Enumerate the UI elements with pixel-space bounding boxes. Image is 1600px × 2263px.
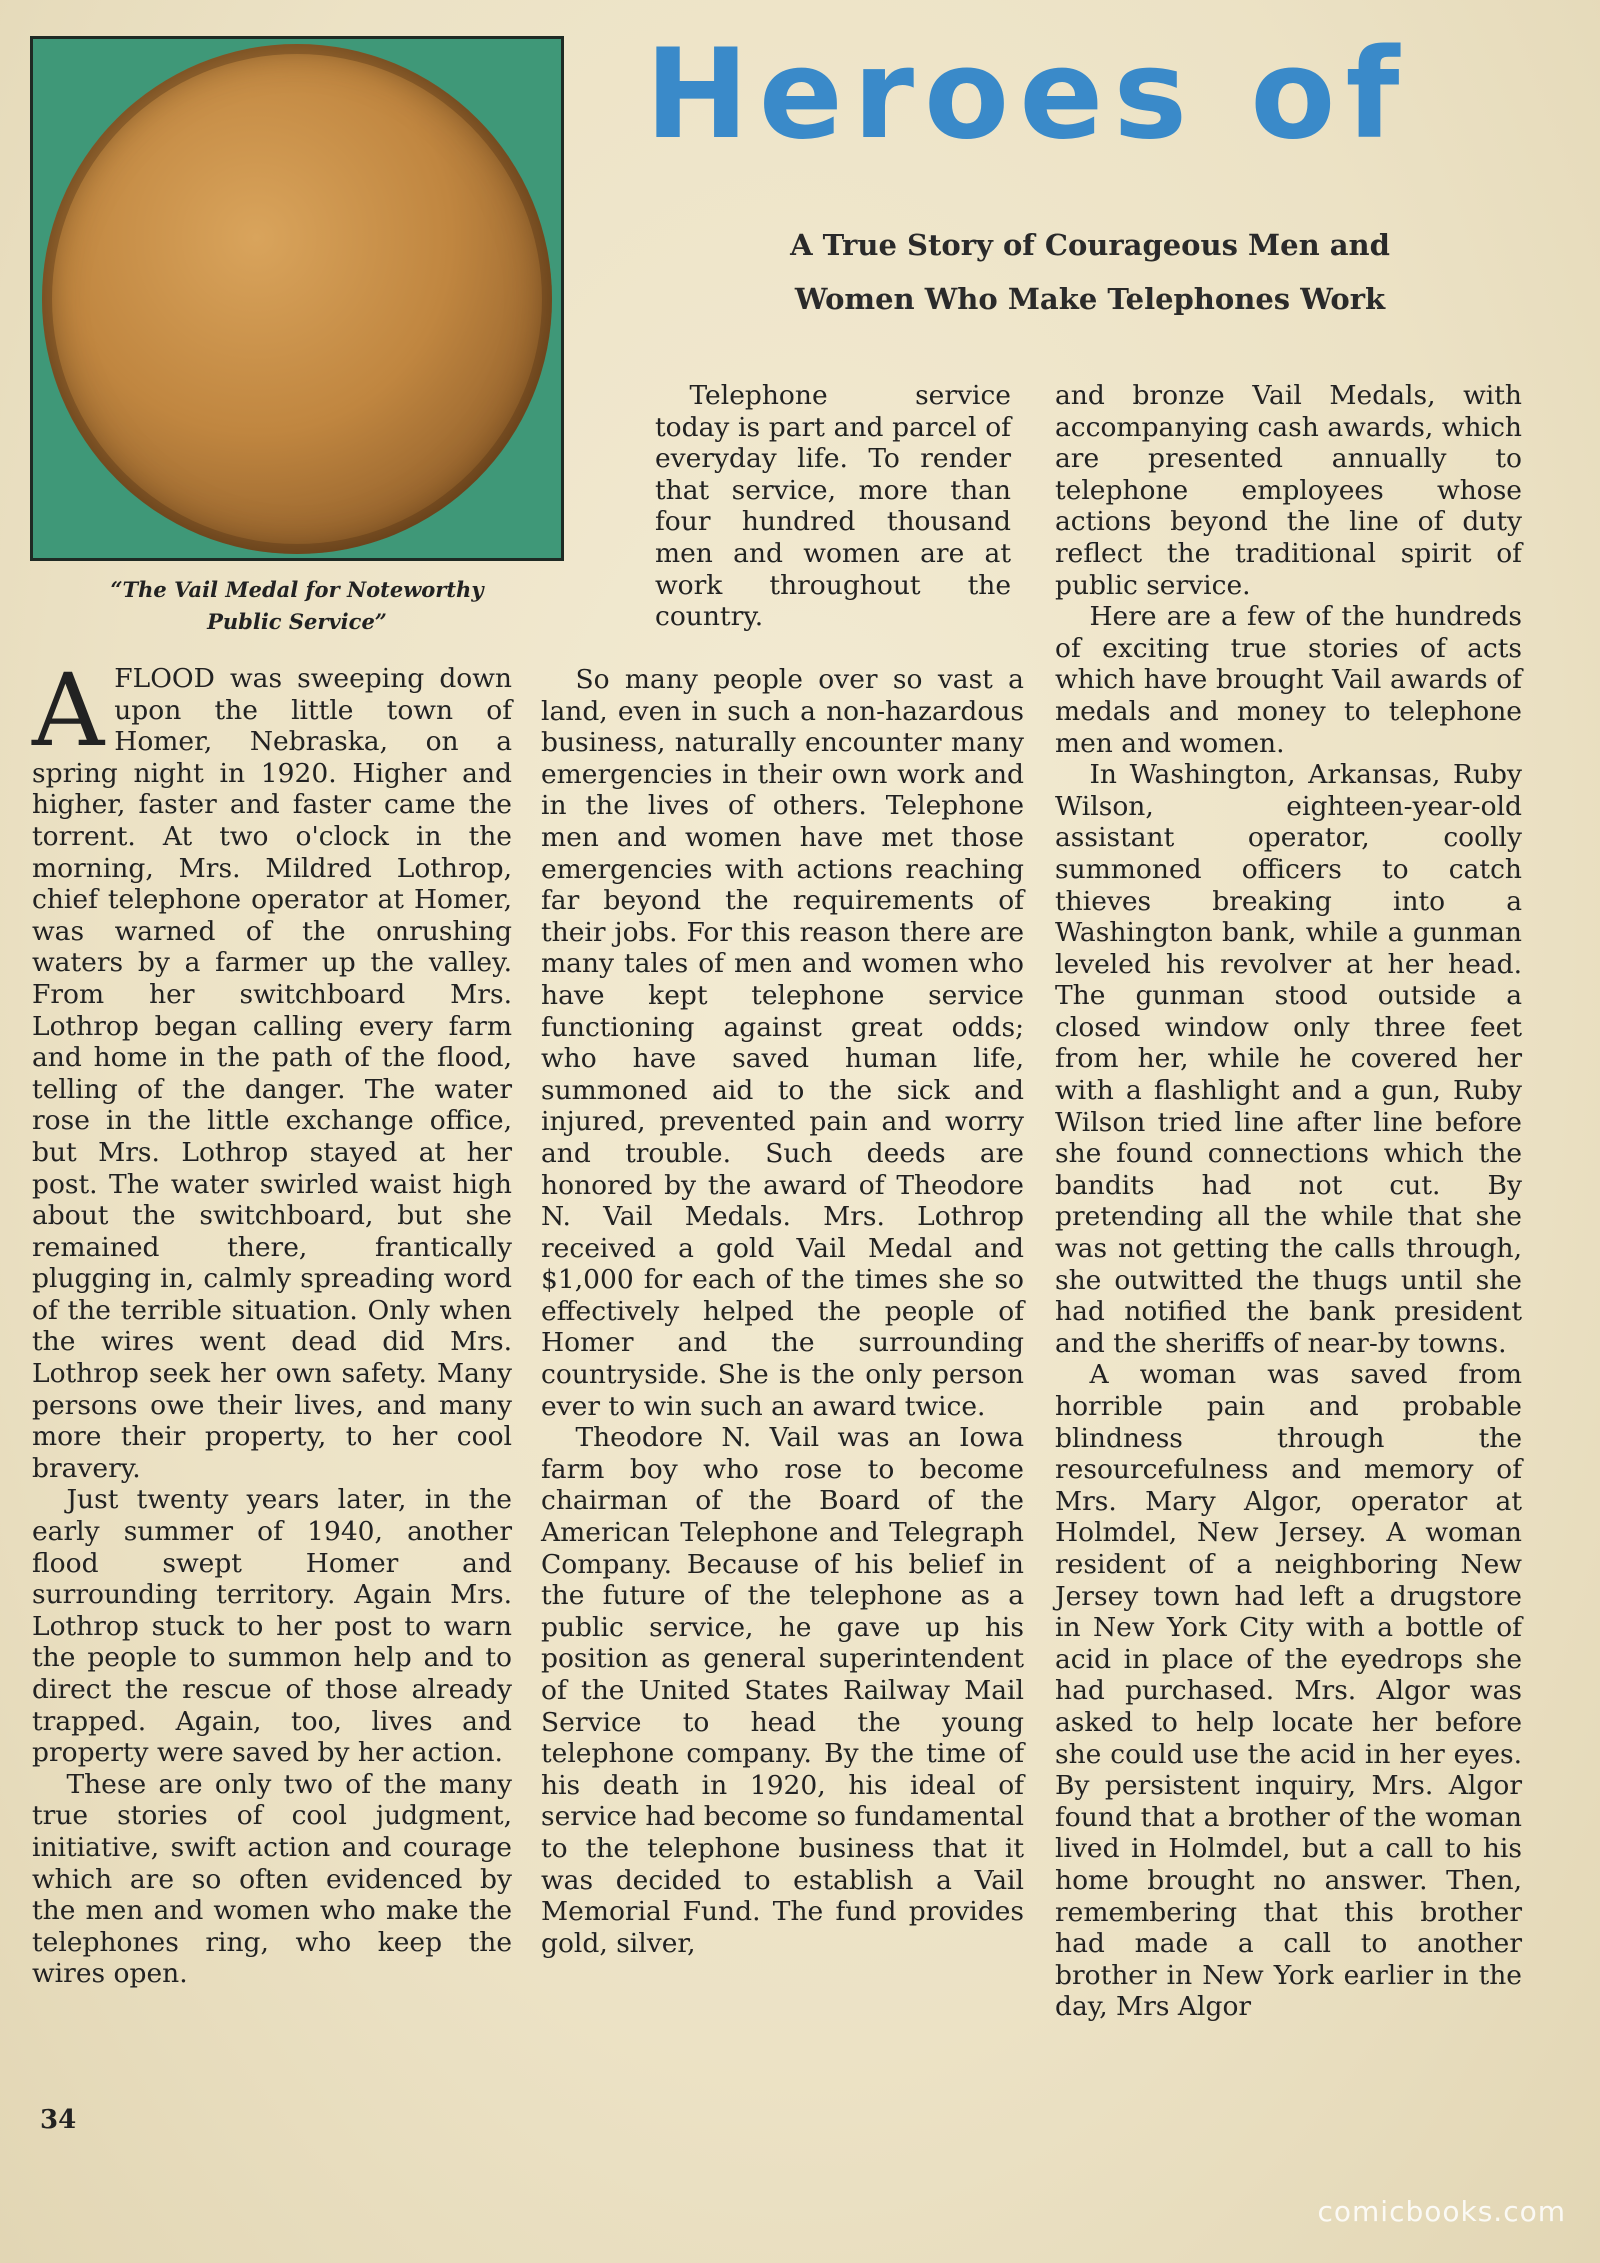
paragraph: and bronze Vail Medals, with accompanying cash awards, which are presented annually to telephone employees whose actions beyond the line of duty reflect the traditional spirit of public service. (1055, 380, 1522, 601)
article-column-1 (32, 652, 512, 1990)
article-column-3 (1055, 380, 1522, 2023)
paragraph: A woman was saved from horrible pain and probable blindness through the resourcefulness and memory of Mrs. Mary Algor, operator at Holmdel, New Jersey. A woman resident of a neighboring New Jersey town had left a drugstore in New York City with a bottle of acid in place of the eyedrops she had purchased. Mrs. Algor was asked to help locate her before she could use the acid in her eyes. By persistent inquiry, Mrs. Algor found that a brother of the woman lived in Holmdel, but a call to his home brought no answer. Then, remembering that this brother had made a call to another brother in New York earlier in the day, Mrs Algor (1055, 1359, 1522, 2023)
medal-photo (30, 36, 564, 561)
paragraph: Telephone service today is part and parcel of everyday life. To render that service, more than four hundred thousand men and women are at work throughout the country. (655, 380, 1011, 633)
page-title: Heroes of (645, 23, 1410, 167)
subtitle (760, 218, 1420, 326)
paragraph: Here are a few of the hundreds of exciting true stories of acts which have brought Vail awards of medals and money to telephone men and women. (1055, 601, 1522, 759)
watermark: comicbooks.com (1317, 2195, 1566, 2228)
caption-line-2: Public Service” (207, 609, 387, 634)
paragraph: These are only two of the many true stories of cool judgment, initiative, swift action and courage which are so often evidenced by the men and women who make the telephones ring, who keep the wires open. (32, 1768, 512, 1990)
paragraph: FLOOD was sweeping down upon the little town of Homer, Nebraska, on a spring night in 1920. Higher and higher, faster and faster came the torrent. At two o'clock in the morning, Mrs. Mildred Lothrop, chief telephone operator at Homer, was warned of the onrushing waters by a farmer up the valley. From her switchboard Mrs. Lothrop began calling every farm and home in the path of the flood, telling of the danger. The water rose in the little exchange office, but Mrs. Lothrop stayed at her post. The water swirled waist high about the switchboard, but she remained there, frantically plugging in, calmly spreading word of the terrible situation. Only when the wires went dead did Mrs. Lothrop seek her own safety. Many persons owe their lives, and many more their property, to her cool bravery. (32, 663, 512, 1484)
subtitle-line-2: Women Who Make Telephones Work (794, 282, 1386, 316)
image-caption (30, 574, 564, 638)
drop-cap: A (32, 652, 105, 769)
page-number: 34 (40, 2105, 77, 2135)
paragraph: Theodore N. Vail was an Iowa farm boy who rose to become chairman of the Board of the American Telephone and Telegraph Company. Because of his belief in the future of the telephone as a public service, he gave up his position as general superintendent of the United States Railway Mail Service to head the young telephone company. By the time of his death in 1920, his ideal of service had become so fundamental to the telephone business that it was decided to establish a Vail Memorial Fund. The fund provides gold, silver, (541, 1422, 1024, 1959)
vail-medal-image (42, 44, 552, 554)
subtitle-line-1: A True Story of Courageous Men and (790, 228, 1390, 262)
paragraph: In Washington, Arkansas, Ruby Wilson, eighteen-year-old assistant operator, coolly summoned officers to catch thieves breaking into a Washington bank, while a gunman leveled his revolver at her head. The gunman stood outside a closed window only three feet from her, while he covered her with a flashlight and a gun, Ruby Wilson tried line after line before she found connections which the bandits had not cut. By pretending all the while that she was not getting the calls through, she outwitted the thugs until she had notified the bank president and the sheriffs of near-by towns. (1055, 759, 1522, 1359)
article-column-2-intro (655, 380, 1011, 633)
paragraph: So many people over so vast a land, even in such a non-hazardous business, naturally encounter many emergencies in their own work and in the lives of others. Telephone men and women have met those emergencies with actions reaching far beyond the requirements of their jobs. For this reason there are many tales of men and women who have kept telephone service functioning against great odds; who have saved human life, summoned aid to the sick and injured, prevented pain and worry and trouble. Such deeds are honored by the award of Theodore N. Vail Medals. Mrs. Lothrop received a gold Vail Medal and $1,000 for each of the times she so effectively helped the people of Homer and the surrounding countryside. She is the only person ever to win such an award twice. (541, 664, 1024, 1422)
caption-line-1: “The Vail Medal for Noteworthy (110, 577, 484, 602)
article-column-2 (541, 664, 1024, 1959)
paragraph: Just twenty years later, in the early summer of 1940, another flood swept Homer and surrounding territory. Again Mrs. Lothrop stuck to her post to warn the people to summon help and to direct the rescue of those already trapped. Again, too, lives and property were saved by her action. (32, 1484, 512, 1769)
